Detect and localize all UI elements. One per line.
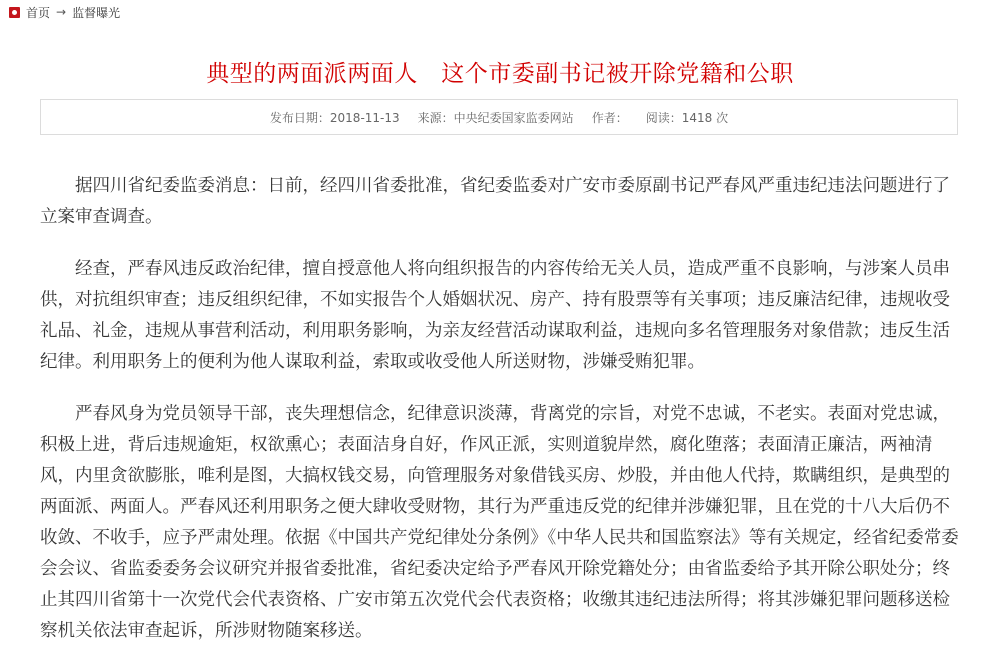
breadcrumb bbox=[9, 3, 120, 21]
breadcrumb-home-link[interactable]: 首页 bbox=[26, 5, 51, 20]
home-icon[interactable] bbox=[9, 7, 20, 18]
breadcrumb-separator: → bbox=[56, 5, 67, 19]
article-paragraph: 经查，严春风违反政治纪律，擅自授意他人将向组织报告的内容传给无关人员，造成严重不良影响，与涉案人员串供，对抗组织审查；违反组织纪律，不如实报告个人婚姻状况、房产、持有股票等有关事项；违反廉洁纪律，违规收受礼品、礼金，违规从事营利活动，利用职务影响，为亲友经营活动谋取利益，违规向多名管理服务对象借款；违反生活纪律。利用职务上的便利为他人谋取利益，索取或收受他人所送财物，涉嫌受贿犯罪。 bbox=[40, 259, 950, 372]
source-value: 中央纪委国家监委网站 bbox=[453, 110, 574, 125]
article-title: 典型的两面派两面人 这个市委副书记被开除党籍和公职 bbox=[206, 61, 794, 87]
article-paragraph: 据四川省纪委监委消息：日前，经四川省委批准，省纪委监委对广安市委原副书记严春风严重违纪违法问题进行了立案审查调查。 bbox=[40, 176, 950, 227]
author-label: 作者： bbox=[591, 110, 628, 125]
publish-date bbox=[270, 109, 400, 126]
breadcrumb-current-link[interactable]: 监督曝光 bbox=[72, 5, 121, 20]
read-count-unit: 次 bbox=[716, 110, 729, 125]
article-paragraph: 严春风身为党员领导干部，丧失理想信念，纪律意识淡薄，背离党的宗旨，对党不忠诚，不老实。表面对党忠诚，积极上进，背后违规逾矩，权欲熏心；表面洁身自好，作风正派，实则道貌岸然，腐化堕落；表面清正廉洁，两袖清风，内里贪欲膨胀，唯利是图，大搞权钱交易，向管理服务对象借钱买房、炒股，并由他人代持，欺瞒组织，是典型的两面派、两面人。严春风还利用职务之便大肆收受财物，其行为严重违反党的纪律并涉嫌犯罪，且在党的十八大后仍不收敛、不收手，应予严肃处理。依据《中国共产党纪律处分条例》《中华人民共和国监察法》等有关规定，经省纪委常委会会议、省监委委务会议研究并报省委批准，省纪委决定给予严春风开除党籍处分；由省监委给予其开除公职处分；终止其四川省第十一次党代会代表资格、广安市第五次党代会代表资格；收缴其违纪违法所得；将其涉嫌犯罪问题移送检察机关依法审查起诉，所涉财物随案移送。 bbox=[40, 404, 959, 641]
publish-date-label: 发布日期： bbox=[269, 110, 330, 125]
article-meta-bar bbox=[40, 99, 958, 135]
source bbox=[418, 109, 574, 126]
article-body bbox=[40, 171, 965, 668]
read-count-label: 阅读： bbox=[645, 110, 682, 125]
author bbox=[592, 109, 628, 126]
source-label: 来源： bbox=[417, 110, 454, 125]
publish-date-value: 2018-11-13 bbox=[329, 110, 400, 125]
read-count bbox=[646, 109, 728, 126]
read-count-value: 1418 bbox=[681, 110, 713, 125]
